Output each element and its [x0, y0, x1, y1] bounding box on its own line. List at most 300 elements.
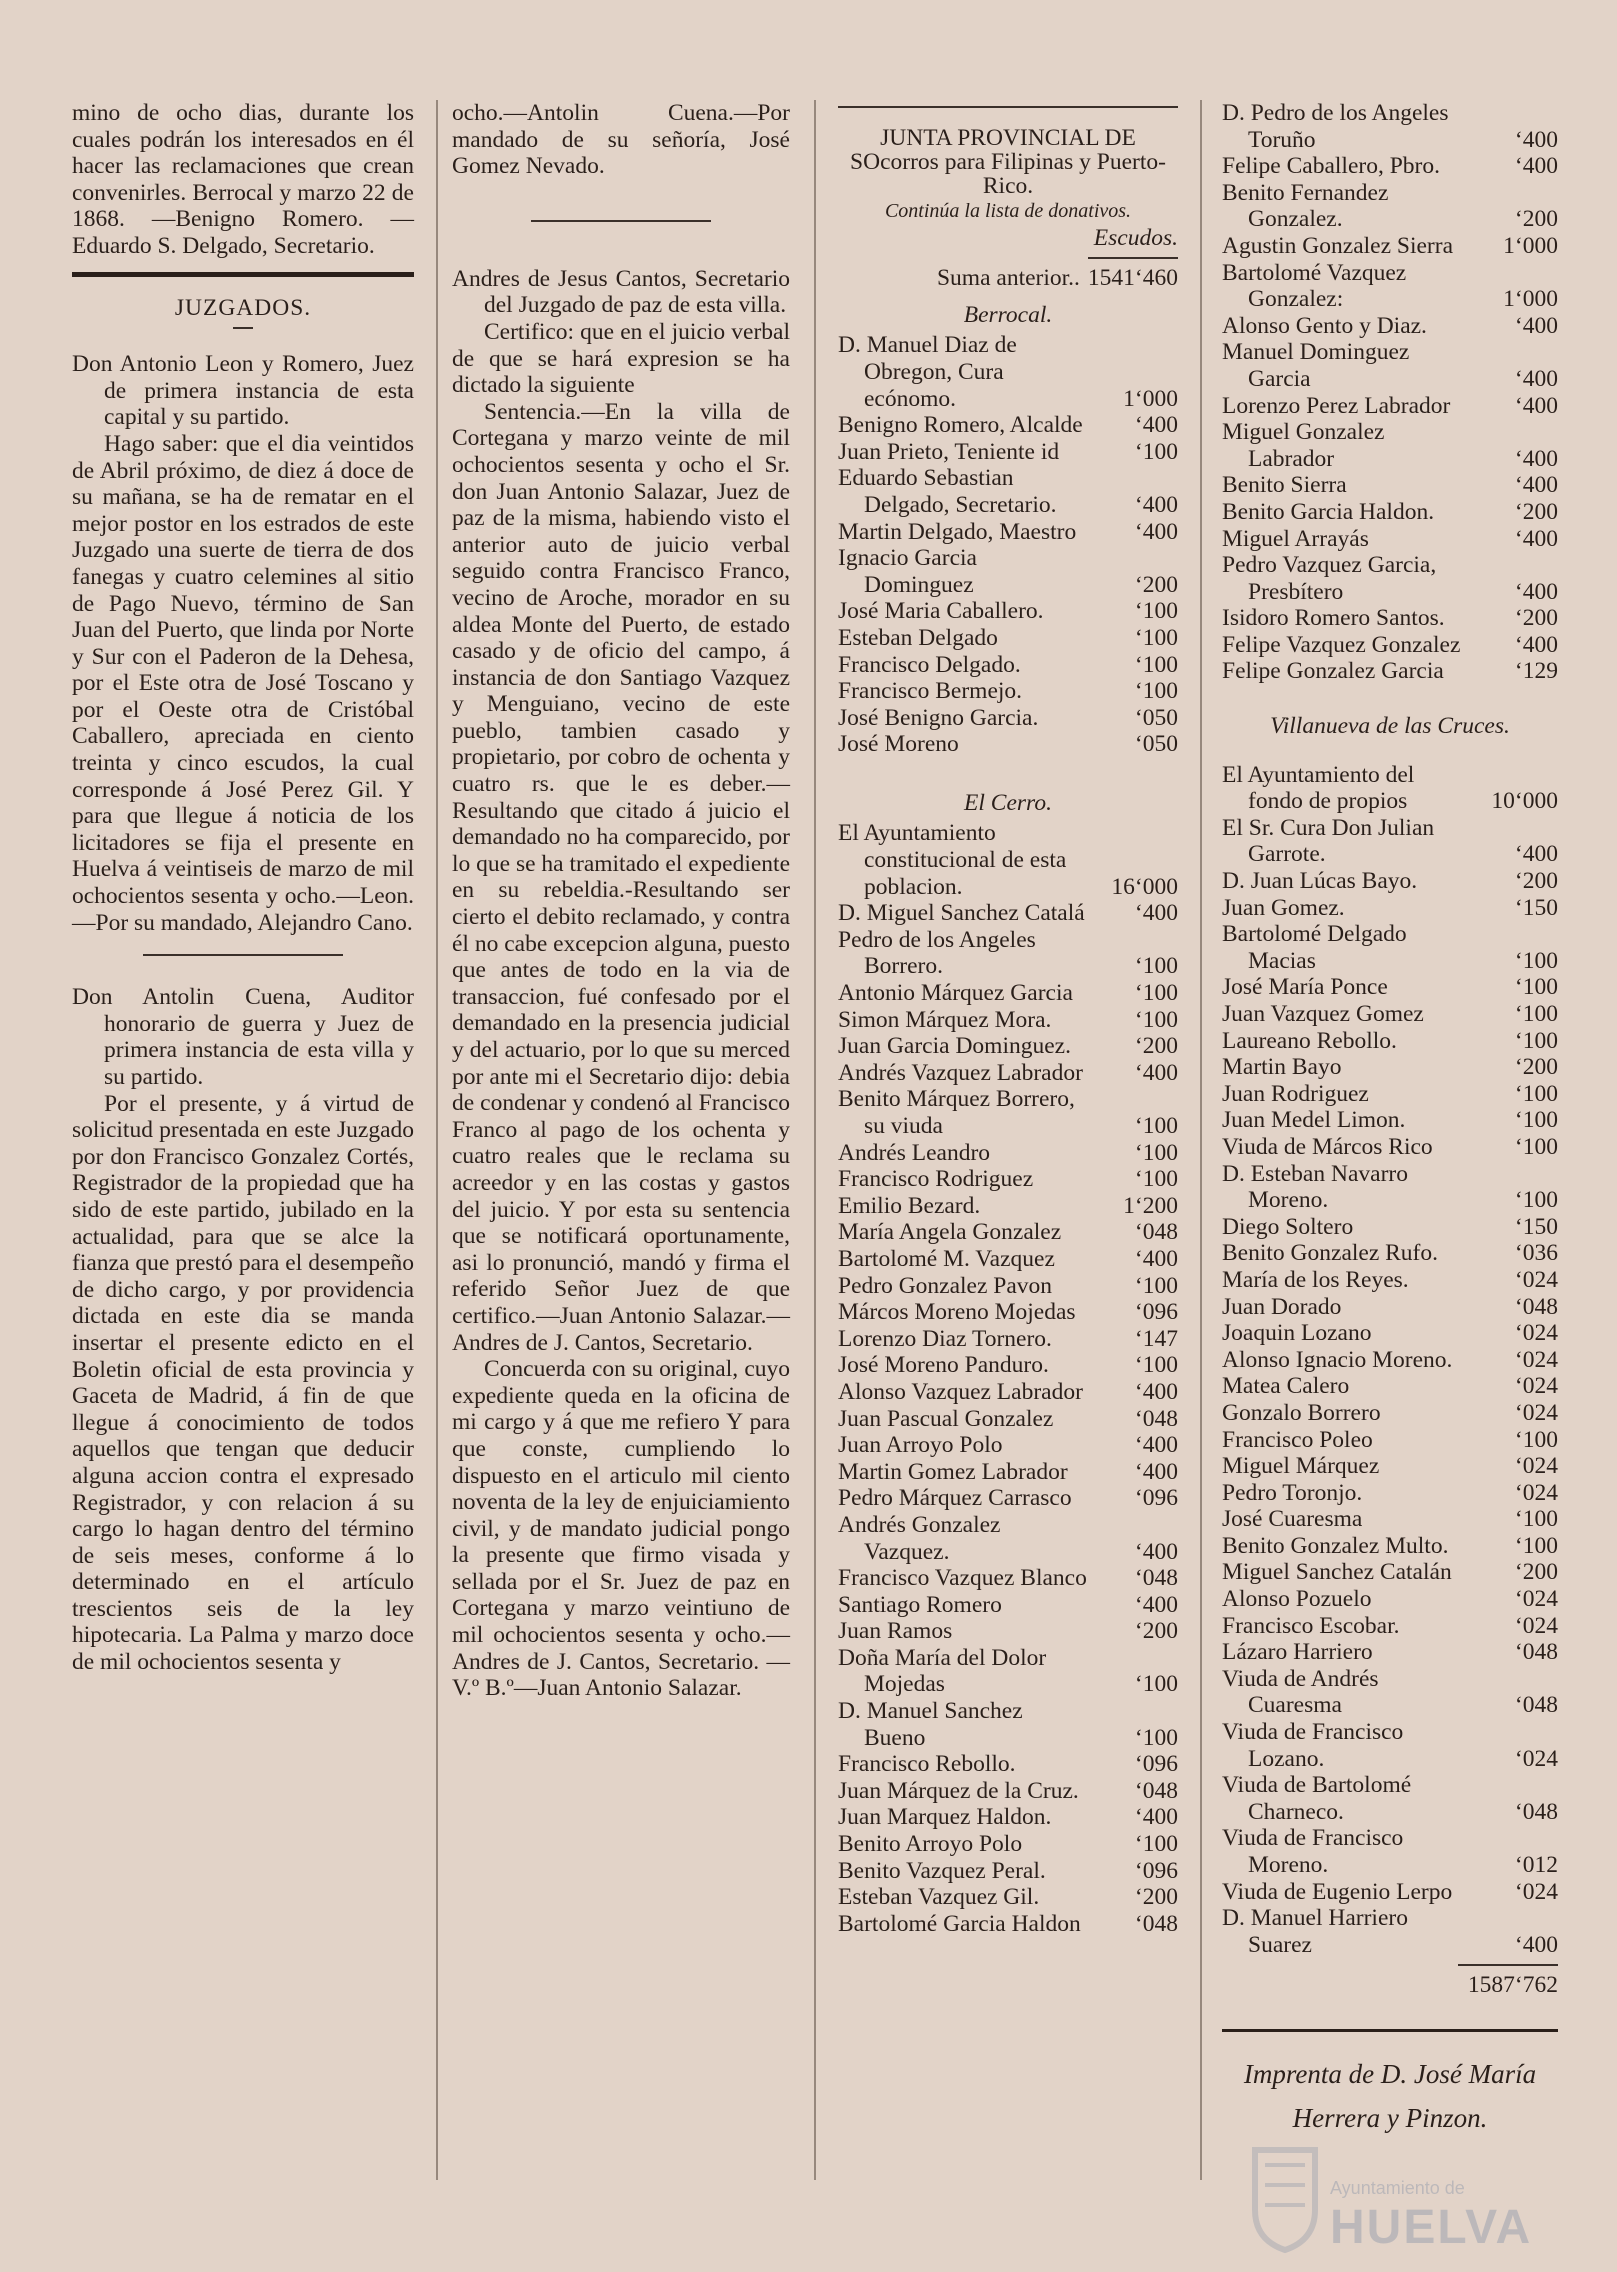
- donor-row: [838, 1273, 1178, 1300]
- donor-row: [1222, 1347, 1558, 1374]
- donor-name: Pedro Vazquez Garcia, Presbítero: [1222, 552, 1437, 605]
- donor-amount: ‘100: [1514, 1426, 1558, 1453]
- donor-row: [1222, 868, 1558, 895]
- donor-row: [1222, 974, 1558, 1001]
- donor-name: Benito Gonzalez Multo.: [1222, 1532, 1449, 1559]
- donor-amount: ‘024: [1514, 1373, 1558, 1400]
- donor-amount: 1‘000: [1503, 286, 1558, 313]
- donor-name: José María Ponce: [1222, 974, 1388, 1001]
- donor-amount: ‘012: [1514, 1852, 1558, 1878]
- donor-amount: ‘400: [1134, 1591, 1178, 1618]
- donor-name: Miguel Márquez: [1222, 1453, 1380, 1480]
- donor-amount: ‘400: [1514, 1931, 1558, 1958]
- cerro-title: El Cerro.: [964, 789, 1052, 816]
- donor-amount: ‘400: [1134, 1804, 1178, 1831]
- donor-amount: ‘024: [1514, 1586, 1558, 1613]
- donor-amount: ‘400: [1134, 518, 1178, 545]
- donor-name: Andrés Vazquez Labrador: [838, 1059, 1083, 1086]
- donor-amount: ‘024: [1514, 1266, 1558, 1293]
- donor-name: Martin Delgado, Maestro: [838, 518, 1077, 545]
- donor-name: Alonso Ignacio Moreno.: [1222, 1346, 1453, 1373]
- donor-name: Juan Garcia Dominguez.: [838, 1033, 1071, 1060]
- rule: [1088, 257, 1178, 259]
- juzgados-heading: JUZGADOS.: [174, 294, 312, 321]
- donor-name: D. Manuel Sanchez Bueno: [838, 1698, 1023, 1751]
- donor-name: Viuda de Eugenio Lerpo: [1222, 1878, 1453, 1905]
- donor-row: [1222, 1666, 1558, 1719]
- donor-amount: ‘100: [1514, 1001, 1558, 1027]
- donor-amount: ‘100: [1514, 1133, 1558, 1160]
- donor-name: Lorenzo Diaz Tornero.: [838, 1325, 1052, 1352]
- donor-amount: ‘200: [1514, 1559, 1558, 1586]
- donor-row: [838, 980, 1178, 1007]
- donor-name: Bartolomé Delgado Macias: [1222, 921, 1407, 974]
- concuerda-paragraph: Concuerda con su original, cuyo expediente queda en la oficina de mi cargo y á que me refiero Y para que conste, cumpliendo lo dispuesto en el articulo mil ciento noventa de la ley de enjuiciamiento civil, y de mandato judicial pongo la presente que firmo visada y sellada por el Sr. Juez de paz en Cortegana y marzo veintiuno de mil ochocientos sesenta y ocho.—Andres de J. Cantos, Secretario. —V.º B.º—Juan Antonio Salazar.: [452, 1356, 790, 1702]
- donor-name: Francisco Delgado.: [838, 651, 1021, 678]
- donor-name: Doña María del Dolor Mojedas: [838, 1644, 1047, 1698]
- donor-row: [838, 1778, 1178, 1805]
- section-rule: [72, 272, 414, 277]
- suma-anterior-row: [838, 265, 1178, 292]
- leon-edict-body: Hago saber: que el dia veintidos de Abril próximo, de diez á doce de su mañana, se ha de rematar en el mejor postor en los estrados de este Juzgado una suerte de tierra de dos fanegas y cuatro celemines al sitio de Pago Nuevo, término de San Juan del Puerto, que linda por Norte y Sur con el Paderon de la Dehesa, por el Este otra de José Toscano y por el Oeste otra de Cristóbal Caballero, apreciada en ciento treinta y cinco escudos, la cual corresponde á José Perez Gil. Y para que llegue á noticia de los licitadores se fija el presente en Huelva á veintiseis de marzo de mil ochocientos sesenta y ocho.—Leon.—Por su mandado, Alejandro Cano.: [72, 430, 414, 936]
- donor-amount: ‘048: [1514, 1798, 1558, 1825]
- donor-row: [1222, 1373, 1558, 1400]
- donor-amount: 1‘000: [1503, 232, 1558, 259]
- donor-amount: ‘100: [1134, 1139, 1178, 1166]
- donor-row: [1222, 552, 1558, 605]
- donor-amount: 1‘000: [1123, 385, 1178, 412]
- column-rule: [436, 100, 438, 2180]
- donor-name: Viuda de Márcos Rico: [1222, 1133, 1433, 1160]
- donor-amount: ‘100: [1134, 953, 1178, 980]
- donor-row: [838, 1326, 1178, 1353]
- donor-name: Miguel Arrayás: [1222, 525, 1369, 552]
- donor-name: Juan Marquez Haldon.: [838, 1804, 1052, 1831]
- donor-amount: ‘050: [1134, 731, 1178, 758]
- cantos-header: Andres de Jesus Cantos, Secretario del Juzgado de paz de esta villa.: [452, 265, 790, 319]
- donor-row: [838, 1432, 1178, 1459]
- donor-row: [838, 1299, 1178, 1326]
- donor-name: Felipe Vazquez Gonzalez: [1222, 631, 1461, 658]
- donor-amount: ‘100: [1134, 1352, 1178, 1379]
- donor-amount: ‘096: [1134, 1299, 1178, 1326]
- donor-name: Benigno Romero, Alcalde: [838, 412, 1083, 439]
- donor-row: [838, 1592, 1178, 1619]
- donor-amount: ‘100: [1134, 980, 1178, 1007]
- donor-amount: ‘400: [1514, 153, 1558, 180]
- imprenta-line-2: Herrera y Pinzon.: [1292, 2102, 1488, 2133]
- donor-amount: ‘048: [1134, 1405, 1178, 1432]
- donor-amount: ‘200: [1514, 206, 1558, 233]
- donor-name: Alonso Gento y Diaz.: [1222, 312, 1427, 339]
- donor-name: El Sr. Cura Don Julian Garrote.: [1222, 814, 1435, 868]
- donor-row: [1222, 153, 1558, 180]
- donor-name: Bartolomé M. Vazquez: [838, 1245, 1055, 1272]
- donor-amount: ‘100: [1134, 438, 1178, 465]
- donor-name: Viuda de Bartolomé Charneco.: [1222, 1772, 1412, 1825]
- donor-name: Ignacio Garcia Dominguez: [838, 545, 977, 598]
- column-1: [72, 100, 414, 1676]
- donor-name: Pedro Gonzalez Pavon: [838, 1272, 1053, 1299]
- junta-title: JUNTA PROVINCIAL DE SOcorros para Filipinas y Puerto-Rico.: [850, 125, 1166, 199]
- donor-name: Benito Arroyo Polo: [838, 1831, 1023, 1858]
- donor-amount: ‘150: [1514, 894, 1558, 921]
- donor-name: D. Pedro de los Angeles Toruño: [1222, 100, 1449, 153]
- donor-row: [1222, 1107, 1558, 1134]
- donor-amount: ‘100: [1514, 1532, 1558, 1559]
- donor-row: [1222, 1161, 1558, 1214]
- donor-name: Lázaro Harriero: [1222, 1639, 1373, 1666]
- donor-name: Emilio Bezard.: [838, 1192, 981, 1219]
- donor-amount: ‘400: [1134, 900, 1178, 927]
- donor-amount: ‘036: [1514, 1240, 1558, 1267]
- certifico-paragraph: Certifico: que en el juicio verbal de que se hará expresion se ha dictado la siguiente: [452, 318, 790, 399]
- donor-name: D. Esteban Navarro Moreno.: [1222, 1160, 1408, 1214]
- donor-amount: ‘200: [1134, 1618, 1178, 1645]
- donor-name: Francisco Poleo: [1222, 1426, 1373, 1453]
- donor-name: Juan Gomez.: [1222, 894, 1345, 921]
- donor-amount: ‘024: [1514, 1320, 1558, 1347]
- donor-amount: ‘100: [1514, 1080, 1558, 1107]
- donor-row: [838, 598, 1178, 625]
- berrocal-title: Berrocal.: [963, 301, 1053, 328]
- donor-row: [838, 412, 1178, 439]
- donor-amount: ‘147: [1134, 1325, 1178, 1352]
- donor-name: Juan Márquez de la Cruz.: [838, 1777, 1079, 1804]
- donor-row: [1222, 658, 1558, 685]
- donor-amount: ‘100: [1514, 974, 1558, 1001]
- donor-name: Laureano Rebollo.: [1222, 1027, 1397, 1054]
- donor-name: Juan Ramos: [838, 1618, 953, 1645]
- donor-row: [1222, 1427, 1558, 1454]
- donor-amount: ‘100: [1134, 1113, 1178, 1139]
- donor-row: [1222, 313, 1558, 340]
- donor-amount: ‘400: [1514, 392, 1558, 419]
- donor-row: [1222, 100, 1558, 153]
- donor-amount: ‘400: [1514, 312, 1558, 339]
- donor-row: [1222, 1639, 1558, 1666]
- donor-row: [1222, 1586, 1558, 1613]
- donor-row: [1222, 1320, 1558, 1347]
- donor-name: Juan Arroyo Polo: [838, 1432, 1003, 1459]
- donor-amount: ‘048: [1514, 1639, 1558, 1666]
- donor-row: [838, 678, 1178, 705]
- donor-amount: ‘024: [1514, 1453, 1558, 1480]
- donor-row: [1222, 1879, 1558, 1906]
- donor-amount: ‘200: [1514, 868, 1558, 895]
- donor-amount: ‘048: [1514, 1293, 1558, 1320]
- donor-amount: ‘024: [1514, 1479, 1558, 1506]
- donor-amount: ‘200: [1514, 605, 1558, 632]
- donor-amount: ‘100: [1134, 1006, 1178, 1033]
- donor-row: [838, 1751, 1178, 1778]
- donor-name: Andrés Gonzalez Vazquez.: [838, 1511, 1001, 1565]
- donor-name: Pedro de los Angeles Borrero.: [838, 926, 1036, 980]
- donor-name: Pedro Toronjo.: [1222, 1479, 1363, 1506]
- donor-row: [1222, 1240, 1558, 1267]
- donor-amount: ‘129: [1514, 658, 1558, 685]
- donor-amount: ‘200: [1134, 1033, 1178, 1060]
- donor-name: Benito Garcia Haldon.: [1222, 498, 1435, 525]
- donor-amount: ‘096: [1134, 1751, 1178, 1778]
- donor-amount: ‘400: [1134, 491, 1178, 518]
- donor-name: Francisco Escobar.: [1222, 1612, 1400, 1639]
- separator-rule: [143, 954, 343, 956]
- donor-amount: ‘050: [1134, 704, 1178, 731]
- donor-row: [1222, 1081, 1558, 1108]
- donor-name: Juan Prieto, Teniente id: [838, 438, 1060, 465]
- donor-row: [838, 625, 1178, 652]
- donor-amount: ‘400: [1514, 631, 1558, 658]
- donor-row: [838, 1485, 1178, 1512]
- intro-paragraph: mino de ocho dias, durante los cuales podrán los interesados en él hacer las reclamaciones que crean convenirles. Berrocal y marzo 22 de 1868. —Benigno Romero. —Eduardo S. Delgado, Secretario.: [72, 100, 414, 259]
- suma-label: Suma anterior..: [936, 265, 1080, 292]
- column-rule: [814, 100, 816, 2180]
- sentencia-paragraph: Sentencia.—En la villa de Cortegana y marzo veinte de mil ochocientos sesenta y ocho el Sr. don Juan Antonio Salazar, Juez de paz de la misma, habiendo visto el anterior auto de juicio verbal seguido contra Francisco Franco, vecino de Aroche, morador en su aldea Monte del Puerto, de estado casado y de oficio del campo, á instancia de don Santiago Vazquez y Menguiano, vecino de este pueblo, tambien casado y propietario, por cobro de ochenta y cuatro rs. que le es deber.—Resultando que citado á juicio el demandado no ha comparecido, por lo que se ha tramitado el expediente en su rebeldia.-Resultando ser cierto el debito reclamado, y contra él no cabe excepcion alguna, puesto que antes de todo en la via de transaccion, fué confesado por el demandado en la presencia judicial y del actuario, por lo que su merced por ante mi el Secretario dijo: debia de condenar y condenó al Francisco Franco al pago de los ochenta y cuatro reales que le reclama su acreedor y en las costas y gastos del juicio. Y por esta su sentencia que se notificará oportunamente, asi lo pronunció, mandó y firma el referido Señor Juez de que certifico.—Juan Antonio Salazar.—Andres de J. Cantos, Secretario.: [452, 398, 791, 1356]
- grand-total: 1587‘762: [1467, 1972, 1558, 1999]
- donor-amount: ‘096: [1134, 1857, 1178, 1884]
- donor-amount: ‘400: [1514, 578, 1558, 605]
- donor-amount: ‘100: [1134, 1671, 1178, 1698]
- donor-row: [838, 1406, 1178, 1433]
- donor-name: Juan Vazquez Gomez: [1222, 1001, 1424, 1027]
- donor-name: Francisco Vazquez Blanco: [838, 1565, 1087, 1592]
- donor-amount: ‘400: [1134, 1458, 1178, 1485]
- donor-name: Alonso Pozuelo: [1222, 1586, 1372, 1613]
- donor-row: [1222, 1905, 1558, 1958]
- donor-amount: ‘100: [1134, 1166, 1178, 1193]
- donor-amount: ‘400: [1514, 126, 1558, 153]
- donor-row: [1222, 1825, 1558, 1878]
- donor-row: [838, 1033, 1178, 1060]
- donor-row: [838, 1512, 1178, 1565]
- donor-row: [838, 1246, 1178, 1273]
- donor-amount: ‘100: [1514, 1027, 1558, 1054]
- donor-amount: ‘400: [1134, 1378, 1178, 1405]
- donor-amount: ‘024: [1514, 1878, 1558, 1905]
- donor-row: [1222, 605, 1558, 632]
- villanueva-list: [1222, 762, 1558, 1959]
- donor-row: [838, 1459, 1178, 1486]
- donor-amount: ‘400: [1134, 1059, 1178, 1086]
- donor-name: Francisco Bermejo.: [838, 678, 1023, 705]
- donor-name: El Ayuntamiento constitucional de esta poblacion.: [838, 820, 1067, 900]
- cuena-edict-body: Por el presente, y á virtud de solicitud presentada en este Juzgado por don Francisco Gonzalez Cortés, Registrador de la propiedad que ha sido de este partido, jubilado en la actualidad, para que se alce la fianza que prestó para el desempeño de dicho cargo, y por providencia dictada en este dia se manda insertar el presente edicto en el Boletin oficial de esta provincia y Gaceta de Madrid, á fin de que llegue á conocimiento de todos aquellos que tengan que deducir alguna accion contra el expresado Registrador, y con relacion á su cargo lo hagan dentro del término de seis meses, conforme á lo determinado en el artículo trescientos seis de la ley hipotecaria. La Palma y marzo doce de mil ochocientos sesenta y: [72, 1090, 414, 1676]
- donor-amount: ‘100: [1514, 1506, 1558, 1533]
- donor-name: Viuda de Andrés Cuaresma: [1222, 1665, 1379, 1719]
- donors-continued-list: [1222, 100, 1558, 685]
- donor-row: [838, 439, 1178, 466]
- donor-row: [1222, 815, 1558, 868]
- donor-row: [838, 545, 1178, 598]
- donor-name: María de los Reyes.: [1222, 1266, 1409, 1293]
- donor-amount: ‘400: [1514, 472, 1558, 499]
- donor-name: D. Miguel Sanchez Catalá: [838, 900, 1085, 927]
- villanueva-title: Villanueva de las Cruces.: [1270, 713, 1510, 740]
- donor-row: [838, 1884, 1178, 1911]
- donor-row: [838, 1618, 1178, 1645]
- donor-row: [1222, 472, 1558, 499]
- donor-name: D. Juan Lúcas Bayo.: [1222, 868, 1418, 895]
- donor-row: [1222, 526, 1558, 553]
- donor-name: Eduardo Sebastian Delgado, Secretario.: [838, 465, 1057, 518]
- donor-row: [838, 820, 1178, 900]
- donor-row: [1222, 339, 1558, 392]
- donor-name: Benito Márquez Borrero, su viuda: [838, 1086, 1075, 1139]
- cuena-edict-close: ocho.—Antolin Cuena.—Por mandado de su señoría, José Gomez Nevado.: [452, 100, 790, 180]
- donor-name: Manuel Dominguez Garcia: [1222, 339, 1410, 392]
- donor-name: Juan Medel Limon.: [1222, 1107, 1406, 1134]
- donor-name: Joaquin Lozano: [1222, 1320, 1372, 1347]
- donor-row: [838, 1166, 1178, 1193]
- donor-row: [1222, 1267, 1558, 1294]
- donor-amount: 16‘000: [1111, 873, 1178, 900]
- donor-amount: ‘100: [1134, 624, 1178, 651]
- donor-amount: ‘200: [1134, 1884, 1178, 1911]
- donor-name: Martin Gomez Labrador: [838, 1458, 1068, 1485]
- donor-row: [1222, 762, 1558, 815]
- donor-row: [1222, 1294, 1558, 1321]
- donor-name: José Moreno Panduro.: [838, 1352, 1049, 1379]
- donor-amount: ‘400: [1514, 365, 1558, 392]
- donor-name: Alonso Vazquez Labrador: [838, 1378, 1083, 1405]
- donor-name: Benito Gonzalez Rufo.: [1222, 1240, 1439, 1267]
- donor-row: [838, 731, 1178, 758]
- donor-row: [1222, 1719, 1558, 1772]
- suma-value: 1541‘460: [1087, 265, 1178, 292]
- donor-name: Esteban Vazquez Gil.: [838, 1884, 1040, 1911]
- donor-name: Antonio Márquez Garcia: [838, 980, 1073, 1007]
- donor-row: [838, 1565, 1178, 1592]
- watermark-caption: Ayuntamiento de: [1330, 2178, 1465, 2198]
- column-3: [838, 100, 1178, 1937]
- donor-name: José Moreno: [838, 731, 959, 758]
- donor-amount: ‘400: [1134, 1538, 1178, 1565]
- donor-name: Miguel Sanchez Catalán: [1222, 1559, 1452, 1586]
- donor-row: [838, 1911, 1178, 1938]
- donor-amount: ‘100: [1134, 1724, 1178, 1751]
- donor-row: [1222, 1028, 1558, 1055]
- donor-row: [1222, 632, 1558, 659]
- donor-row: [1222, 921, 1558, 974]
- column-2: [452, 100, 790, 1702]
- donor-amount: ‘048: [1514, 1692, 1558, 1719]
- donor-row: [1222, 419, 1558, 472]
- donor-amount: ‘100: [1134, 651, 1178, 678]
- donor-row: [1222, 1001, 1558, 1028]
- donor-row: [838, 1831, 1178, 1858]
- donor-row: [1222, 1772, 1558, 1825]
- donor-row: [1222, 260, 1558, 313]
- donor-row: [838, 1698, 1178, 1751]
- donor-row: [1222, 1400, 1558, 1427]
- donor-amount: ‘400: [1134, 1432, 1178, 1459]
- donor-row: [1222, 1559, 1558, 1586]
- donor-name: Bartolomé Garcia Haldon: [838, 1910, 1081, 1937]
- donor-name: Juan Dorado: [1222, 1293, 1342, 1320]
- donor-amount: ‘400: [1514, 525, 1558, 552]
- total-rule: [1458, 1964, 1558, 1966]
- donor-amount: 10‘000: [1491, 788, 1558, 815]
- donor-name: Viuda de Francisco Lozano.: [1222, 1719, 1404, 1772]
- donor-name: Simon Márquez Mora.: [838, 1006, 1052, 1033]
- donor-row: [838, 1219, 1178, 1246]
- donor-amount: ‘200: [1134, 571, 1178, 598]
- donor-amount: ‘150: [1514, 1213, 1558, 1240]
- donor-amount: ‘024: [1514, 1612, 1558, 1639]
- donor-row: [1222, 393, 1558, 420]
- donor-row: [838, 1352, 1178, 1379]
- donor-row: [838, 705, 1178, 732]
- donor-row: [838, 1379, 1178, 1406]
- donor-row: [838, 1645, 1178, 1698]
- donor-name: Felipe Caballero, Pbro.: [1222, 153, 1440, 180]
- donor-amount: ‘100: [1134, 678, 1178, 705]
- leon-edict-header: Don Antonio Leon y Romero, Juez de primera instancia de esta capital y su partido.: [72, 351, 414, 431]
- donor-amount: ‘024: [1514, 1399, 1558, 1426]
- donor-amount: ‘048: [1134, 1777, 1178, 1804]
- donor-row: [838, 1140, 1178, 1167]
- donor-name: Márcos Moreno Mojedas: [838, 1299, 1076, 1326]
- donor-name: Juan Rodriguez: [1222, 1080, 1369, 1107]
- donor-name: Benito Vazquez Peral.: [838, 1857, 1046, 1884]
- donor-row: [1222, 1480, 1558, 1507]
- donor-amount: 1‘200: [1123, 1192, 1178, 1219]
- top-rule: [838, 106, 1178, 108]
- donor-name: Francisco Rodriguez: [838, 1166, 1034, 1193]
- donor-amount: ‘100: [1514, 947, 1558, 974]
- donor-name: María Angela Gonzalez: [838, 1219, 1062, 1246]
- donor-name: Lorenzo Perez Labrador: [1222, 392, 1451, 419]
- donor-row: [1222, 1533, 1558, 1560]
- donor-name: Gonzalo Borrero: [1222, 1399, 1381, 1426]
- donor-name: Benito Sierra: [1222, 472, 1347, 499]
- donor-name: Felipe Gonzalez Garcia: [1222, 658, 1444, 685]
- donativos-subtitle: Continúa la lista de donativos.: [884, 200, 1132, 222]
- donor-row: [1222, 895, 1558, 922]
- donor-name: Andrés Leandro: [838, 1139, 991, 1166]
- donor-name: Diego Soltero: [1222, 1213, 1354, 1240]
- donor-row: [1222, 1506, 1558, 1533]
- donor-name: Francisco Rebollo.: [838, 1751, 1016, 1778]
- donor-name: Santiago Romero: [838, 1591, 1002, 1618]
- donor-name: Agustin Gonzalez Sierra: [1222, 232, 1454, 259]
- donor-name: Benito Fernandez Gonzalez.: [1222, 179, 1389, 233]
- escudos-label: Escudos.: [1093, 224, 1178, 251]
- donor-row: [1222, 1214, 1558, 1241]
- donor-row: [838, 519, 1178, 546]
- donor-row: [838, 332, 1178, 412]
- cuena-edict-header: Don Antolin Cuena, Auditor honorario de guerra y Juez de primera instancia de esta villa y su partido.: [72, 984, 414, 1090]
- donor-row: [1222, 1054, 1558, 1081]
- donor-row: [838, 1007, 1178, 1034]
- column-rule: [1200, 100, 1202, 2180]
- donor-row: [838, 900, 1178, 927]
- donor-row: [838, 1193, 1178, 1220]
- donor-row: [1222, 1453, 1558, 1480]
- donor-amount: ‘100: [1134, 1831, 1178, 1858]
- donor-name: José Benigno Garcia.: [838, 704, 1039, 731]
- donor-name: Esteban Delgado: [838, 624, 998, 651]
- donor-amount: ‘048: [1134, 1910, 1178, 1937]
- donor-row: [1222, 233, 1558, 260]
- donor-amount: ‘100: [1134, 1272, 1178, 1299]
- cerro-list: [838, 820, 1178, 1937]
- donor-name: José Cuaresma: [1222, 1506, 1363, 1533]
- donor-row: [1222, 180, 1558, 233]
- column-4: [1222, 100, 1558, 2140]
- separator-rule: [531, 220, 711, 222]
